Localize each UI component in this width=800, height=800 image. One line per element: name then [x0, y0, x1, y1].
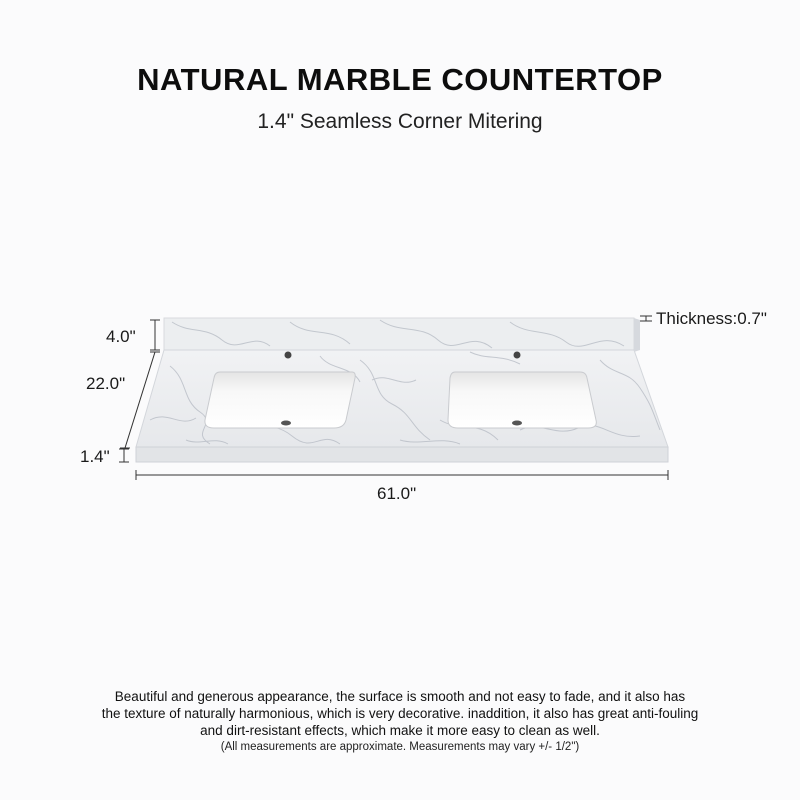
thickness-value: 0.7": [737, 309, 767, 328]
sink-left: [205, 372, 355, 428]
drain-left: [281, 421, 291, 426]
sink-right: [448, 372, 596, 428]
edge-thickness-label: 1.4": [80, 447, 110, 466]
description-line-3: and dirt-resistant effects, which make it more easy to clean as well.: [200, 723, 600, 738]
drain-right: [512, 421, 522, 426]
backsplash-side: [634, 318, 640, 352]
measurement-note: (All measurements are approximate. Measurements may vary +/- 1/2"): [220, 741, 580, 753]
faucet-hole-right: [514, 352, 521, 359]
description-line-2: the texture of naturally harmonious, which is very decorative. inaddition, it also has great anti-fouling: [101, 706, 699, 721]
product-description: [60, 688, 740, 739]
page-subtitle: 1.4" Seamless Corner Mitering: [257, 110, 543, 133]
backsplash-height-label: 4.0": [106, 327, 136, 346]
depth-label: 22.0": [86, 374, 126, 393]
backsplash: [164, 318, 634, 352]
width-label: 61.0": [377, 484, 417, 503]
description-line-1: Beautiful and generous appearance, the surface is smooth and not easy to fade, and it also has: [114, 689, 686, 704]
thickness-label: [656, 309, 767, 329]
thickness-label-text: Thickness:: [656, 309, 738, 328]
faucet-hole-left: [285, 352, 292, 359]
page-title: NATURAL MARBLE COUNTERTOP: [137, 62, 663, 97]
front-edge: [136, 447, 668, 462]
